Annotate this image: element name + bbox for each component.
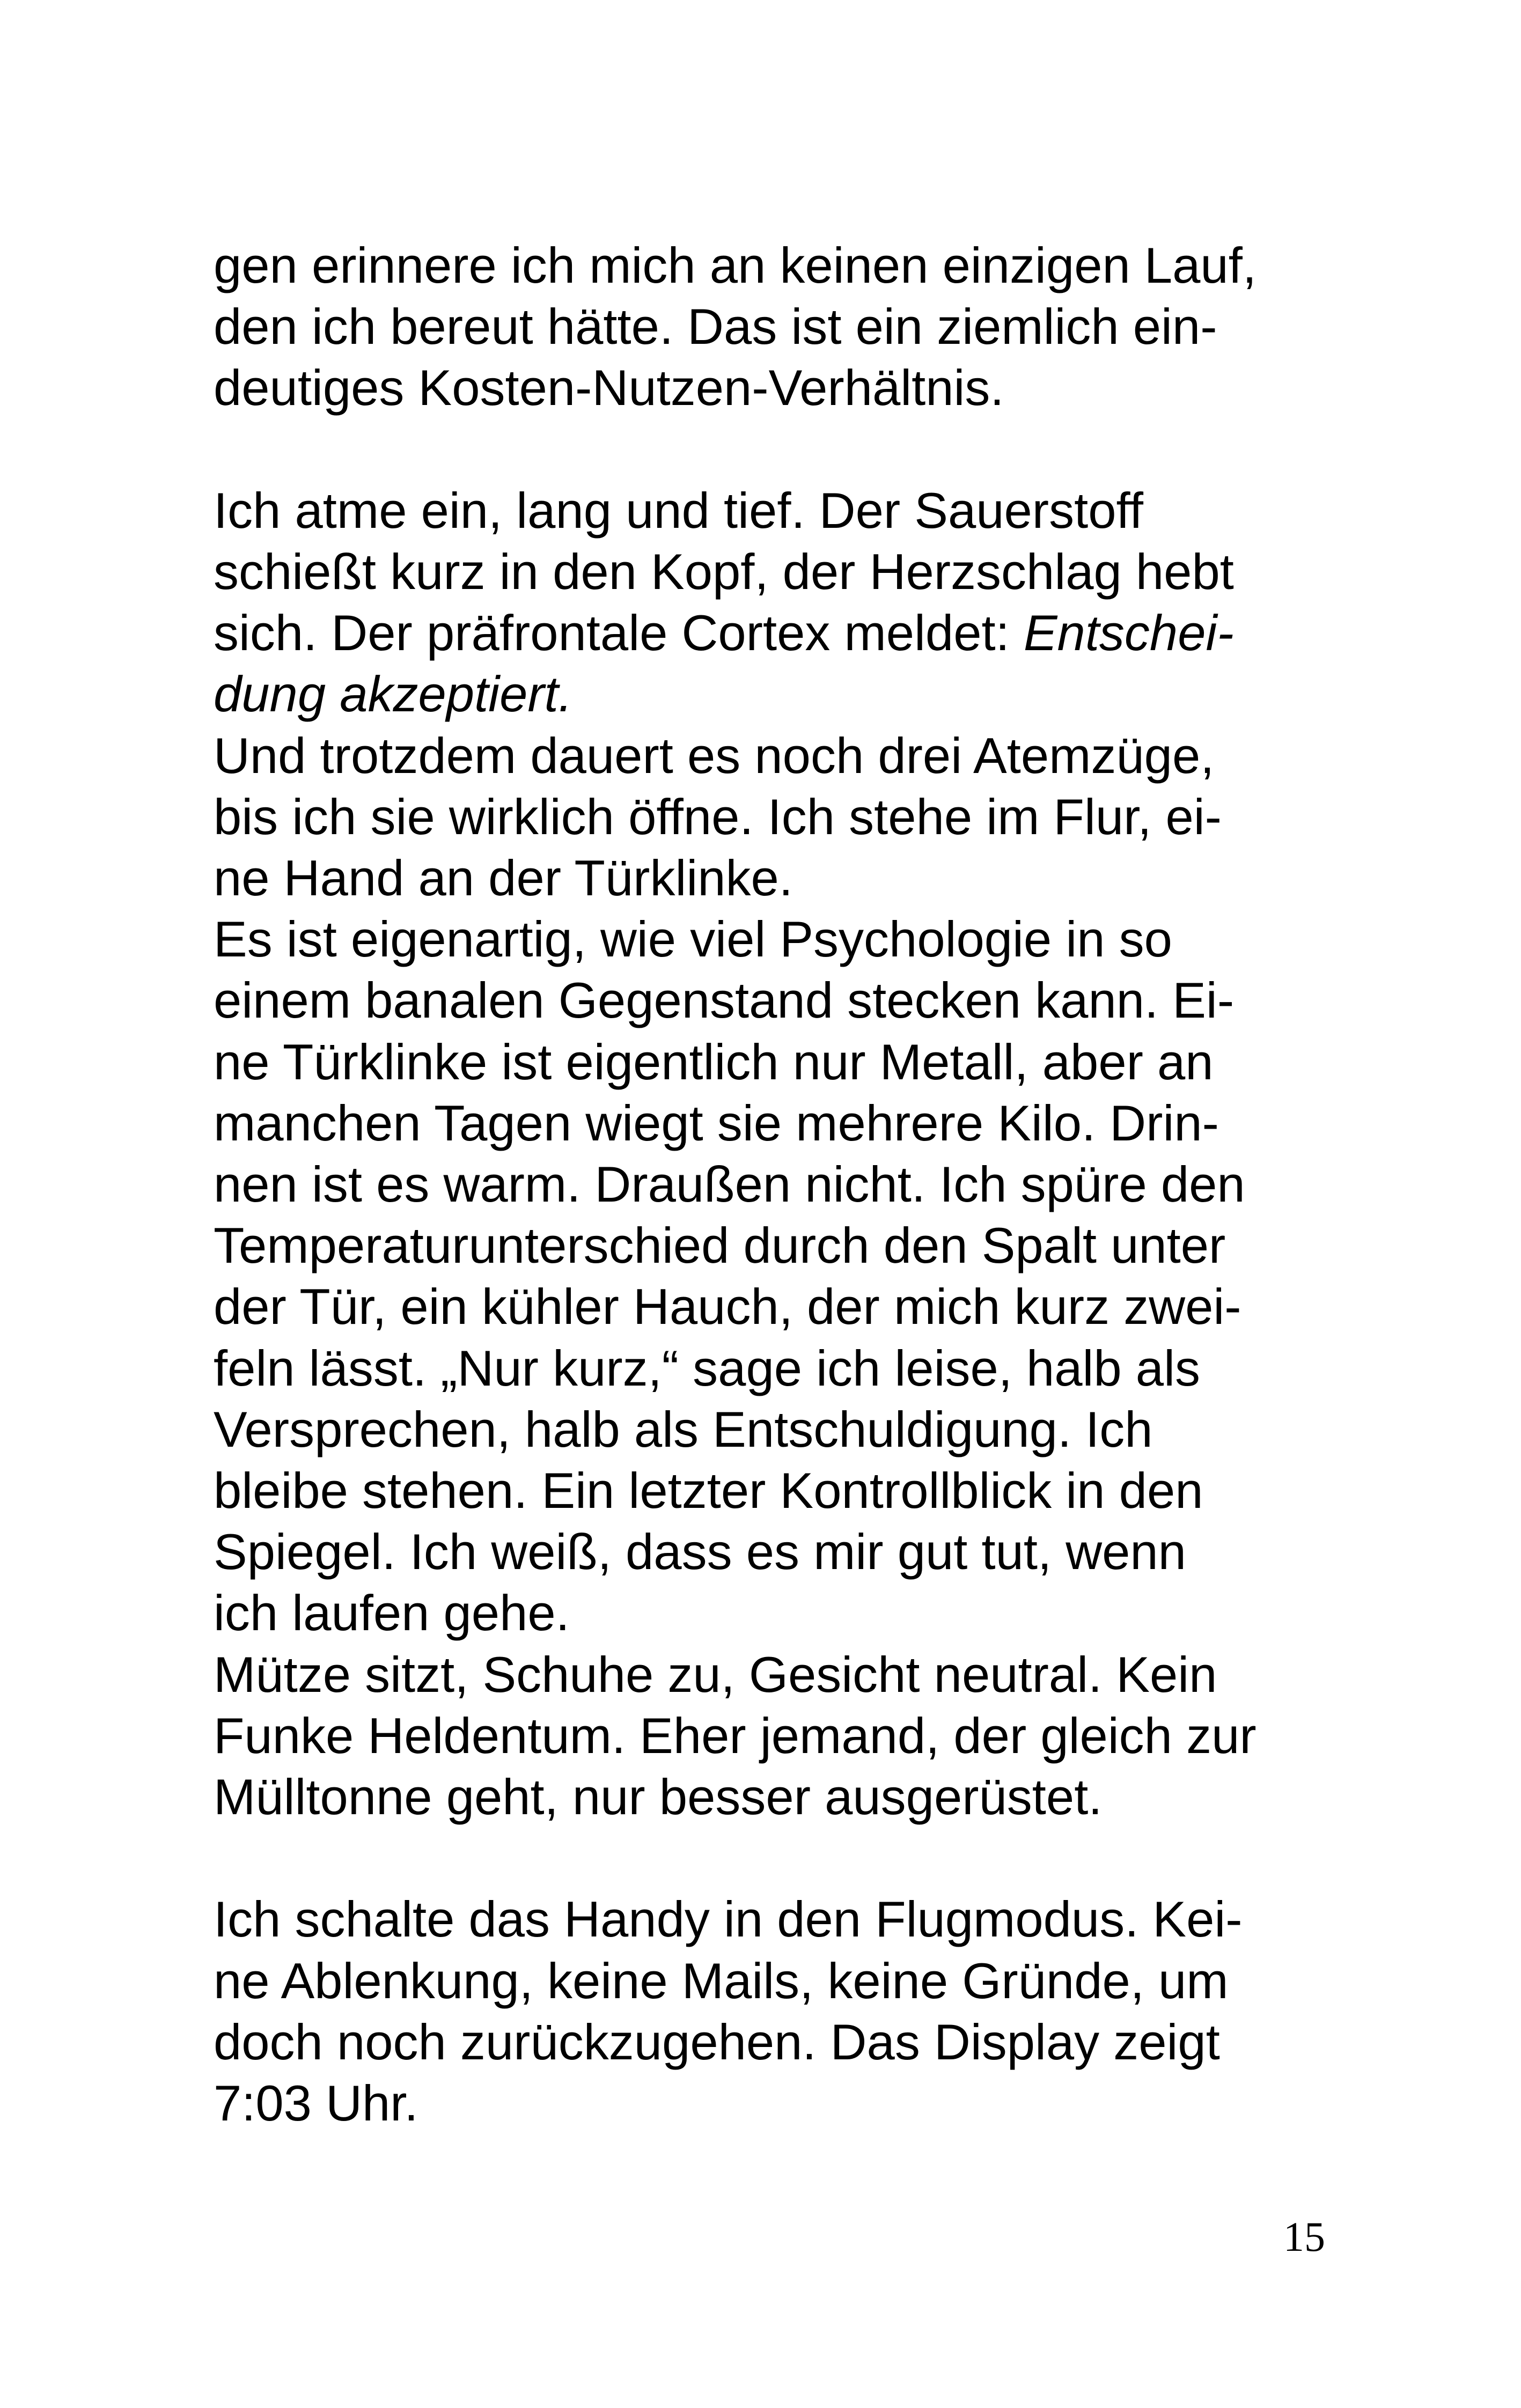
text-line: ne Hand an der Türklinke. <box>214 850 793 907</box>
text-line: Versprechen, halb als Entschuldigung. Ich <box>214 1401 1153 1457</box>
text-line: ne Ablenkung, keine Mails, keine Gründe, um <box>214 1952 1229 2009</box>
text-line: manchen Tagen wiegt sie mehrere Kilo. Drin- <box>214 1094 1219 1151</box>
paragraph-6 <box>214 1889 1324 2134</box>
text-line: deutiges Kosten-Nutzen-Verhältnis. <box>214 359 1004 416</box>
text-line: schießt kurz in den Kopf, der Herzschlag hebt <box>214 543 1234 600</box>
text-line: ich laufen gehe. <box>214 1585 570 1641</box>
emphasis-text: dung akzeptiert. <box>214 666 572 723</box>
text-line: 7:03 Uhr. <box>214 2075 418 2132</box>
text-line: der Tür, ein kühler Hauch, der mich kurz zwei- <box>214 1278 1241 1335</box>
body-text <box>214 235 1324 2134</box>
paragraph-1 <box>214 235 1324 419</box>
paragraph-gap <box>214 1828 1324 1889</box>
text-line: Mülltonne geht, nur besser ausgerüstet. <box>214 1769 1103 1825</box>
text-line: Spiegel. Ich weiß, dass es mir gut tut, wenn <box>214 1523 1186 1580</box>
paragraph-5 <box>214 1644 1324 1828</box>
text-line <box>214 602 1324 664</box>
text-line: Ich atme ein, lang und tief. Der Sauerstoff <box>214 482 1144 539</box>
text-line: bleibe stehen. Ein letzter Kontrollblick in den <box>214 1462 1203 1519</box>
text-line: Es ist eigenartig, wie viel Psychologie in so <box>214 911 1172 968</box>
text-line: Ich schalte das Handy in den Flugmodus. Kei- <box>214 1891 1243 1948</box>
text-line: bis ich sie wirklich öffne. Ich stehe im Flur, ei- <box>214 788 1222 845</box>
text-line: ne Türklinke ist eigentlich nur Metall, aber an <box>214 1033 1214 1090</box>
page-number: 15 <box>1283 2213 1325 2260</box>
text-line: gen erinnere ich mich an keinen einzigen Lauf, <box>214 237 1257 293</box>
text-line: einem banalen Gegenstand stecken kann. Ei- <box>214 972 1235 1029</box>
text-run: sich. Der präfrontale Cortex meldet: <box>214 605 1024 661</box>
text-line: Mütze sitzt, Schuhe zu, Gesicht neutral. Kein <box>214 1646 1217 1703</box>
text-line: nen ist es warm. Draußen nicht. Ich spüre den <box>214 1156 1245 1213</box>
paragraph-3 <box>214 725 1324 909</box>
text-line: Temperaturunterschied durch den Spalt unter <box>214 1217 1226 1274</box>
paragraph-2 <box>214 480 1324 725</box>
text-line: Funke Heldentum. Eher jemand, der gleich zur <box>214 1707 1257 1764</box>
text-line: Und trotzdem dauert es noch drei Atemzüge, <box>214 727 1215 784</box>
text-line: den ich bereut hätte. Das ist ein ziemlich ein- <box>214 298 1217 355</box>
paragraph-4 <box>214 909 1324 1644</box>
emphasis-text: Entschei- <box>1023 605 1234 661</box>
text-line: doch noch zurückzugehen. Das Display zeigt <box>214 2013 1220 2070</box>
paragraph-gap <box>214 419 1324 480</box>
text-line: feln lässt. „Nur kurz,“ sage ich leise, halb als <box>214 1339 1200 1396</box>
